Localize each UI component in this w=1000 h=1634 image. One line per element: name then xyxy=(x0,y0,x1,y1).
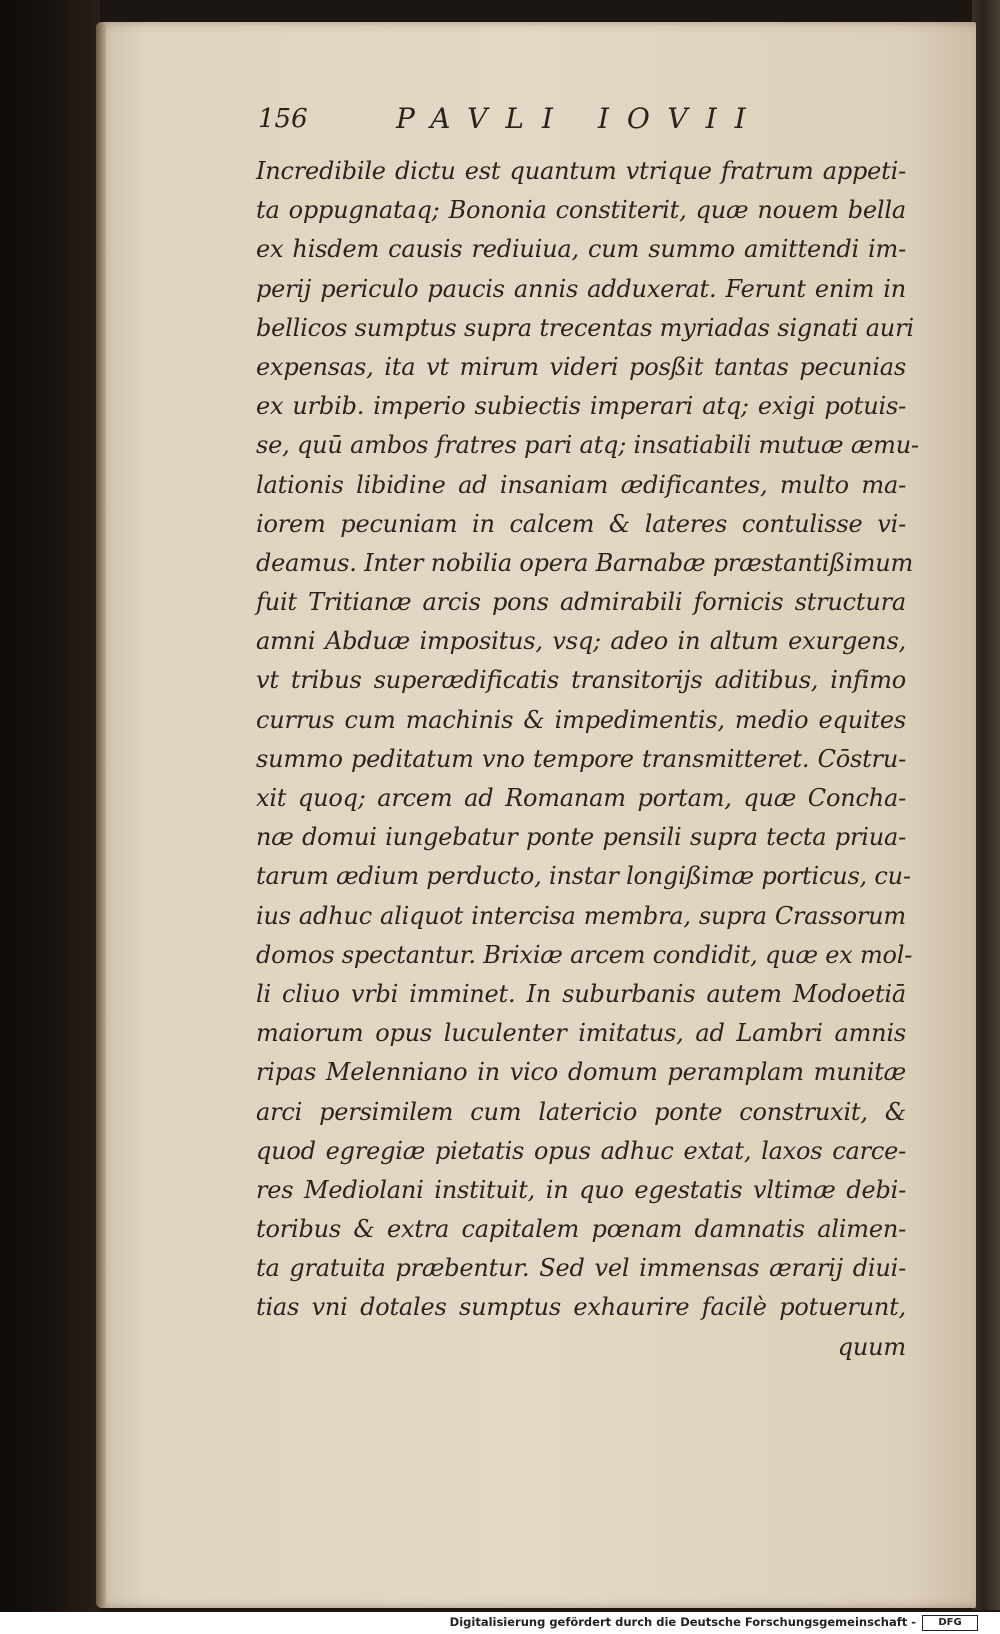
page-edge-shadow xyxy=(96,22,106,1608)
text-line: lationis libidine ad insaniam ædificantes, multo ma- xyxy=(256,470,906,499)
text-line: Incredibile dictu est quantum vtrique fratrum appeti- xyxy=(256,157,906,185)
text-line: se, quū ambos fratres pari atq; insatiabili mutuæ æmu- xyxy=(256,431,919,460)
text-line: ex urbib. imperio subiectis imperari atq; exigi potuis- xyxy=(256,392,906,421)
book-binding-edge xyxy=(972,0,1000,1610)
dfg-logo: DFG xyxy=(922,1615,978,1631)
book-gutter xyxy=(0,0,100,1634)
page-header xyxy=(258,104,898,144)
text-line: li cliuo vrbi imminet. In suburbanis autem Modoetiā xyxy=(256,979,906,1008)
text-line: domos spectantur. Brixiæ arcem condidit, quæ ex mol- xyxy=(256,940,913,969)
body-text xyxy=(256,152,919,1367)
text-line: maiorum opus luculenter imitatus, ad Lambri amnis xyxy=(256,1019,906,1048)
text-line: ripas Melenniano in vico domum peramplam munitæ xyxy=(256,1058,906,1087)
text-line: ius adhuc aliquot intercisa membra, supra Crassorum xyxy=(256,901,906,930)
text-line: ex hisdem causis rediuiua, cum summo amittendi im- xyxy=(256,235,906,264)
text-line: iorem pecuniam in calcem & lateres contulisse vi- xyxy=(256,509,906,538)
text-line: tarum ædium perducto, instar longißimæ porticus, cu- xyxy=(256,862,911,891)
text-line: xit quoq; arcem ad Romanam portam, quæ Concha- xyxy=(256,784,906,812)
text-line: summo peditatum vno tempore transmitteret. Cōstru- xyxy=(256,744,906,773)
text-line: arci persimilem cum latericio ponte construxit, & xyxy=(256,1097,906,1126)
text-line: tias vni dotales sumptus exhaurire facilè potuerunt, xyxy=(256,1293,906,1322)
text-line: expensas, ita vt mirum videri posßit tantas pecunias xyxy=(256,352,906,381)
footer-bar xyxy=(0,1612,1000,1634)
text-line: quum xyxy=(837,1332,906,1361)
funding-credit: Digitalisierung gefördert durch die Deutsche Forschungsgemeinschaft - xyxy=(449,1615,916,1629)
text-line: toribus & extra capitalem pœnam damnatis alimen- xyxy=(256,1215,906,1244)
running-head: PAVLI IOVII xyxy=(396,102,764,135)
text-line: fuit Tritianæ arcis pons admirabili fornicis structura xyxy=(256,588,906,617)
text-line: quod egregiæ pietatis opus adhuc extat, laxos carce- xyxy=(256,1136,906,1165)
text-line: ta oppugnataq; Bononia constiterit, quæ nouem bella xyxy=(256,196,906,225)
text-line: res Mediolani instituit, in quo egestatis vltimæ debi- xyxy=(256,1175,906,1204)
text-line: deamus. Inter nobilia opera Barnabæ præstantißimum xyxy=(256,548,914,577)
text-line: bellicos sumptus supra trecentas myriadas signati auri xyxy=(256,313,914,342)
text-line: næ domui iungebatur ponte pensili supra tecta priua- xyxy=(256,823,906,852)
page-number: 156 xyxy=(258,104,308,134)
text-line: vt tribus superædificatis transitorijs aditibus, infimo xyxy=(256,666,906,695)
text-line: perij periculo paucis annis adduxerat. Ferunt enim in xyxy=(256,274,906,303)
text-line: amni Abduæ impositus, vsq; adeo in altum exurgens, xyxy=(256,627,906,656)
text-line: currus cum machinis & impedimentis, medio equites xyxy=(256,705,906,734)
text-line: ta gratuita præbentur. Sed vel immensas ærarij diui- xyxy=(256,1254,906,1283)
